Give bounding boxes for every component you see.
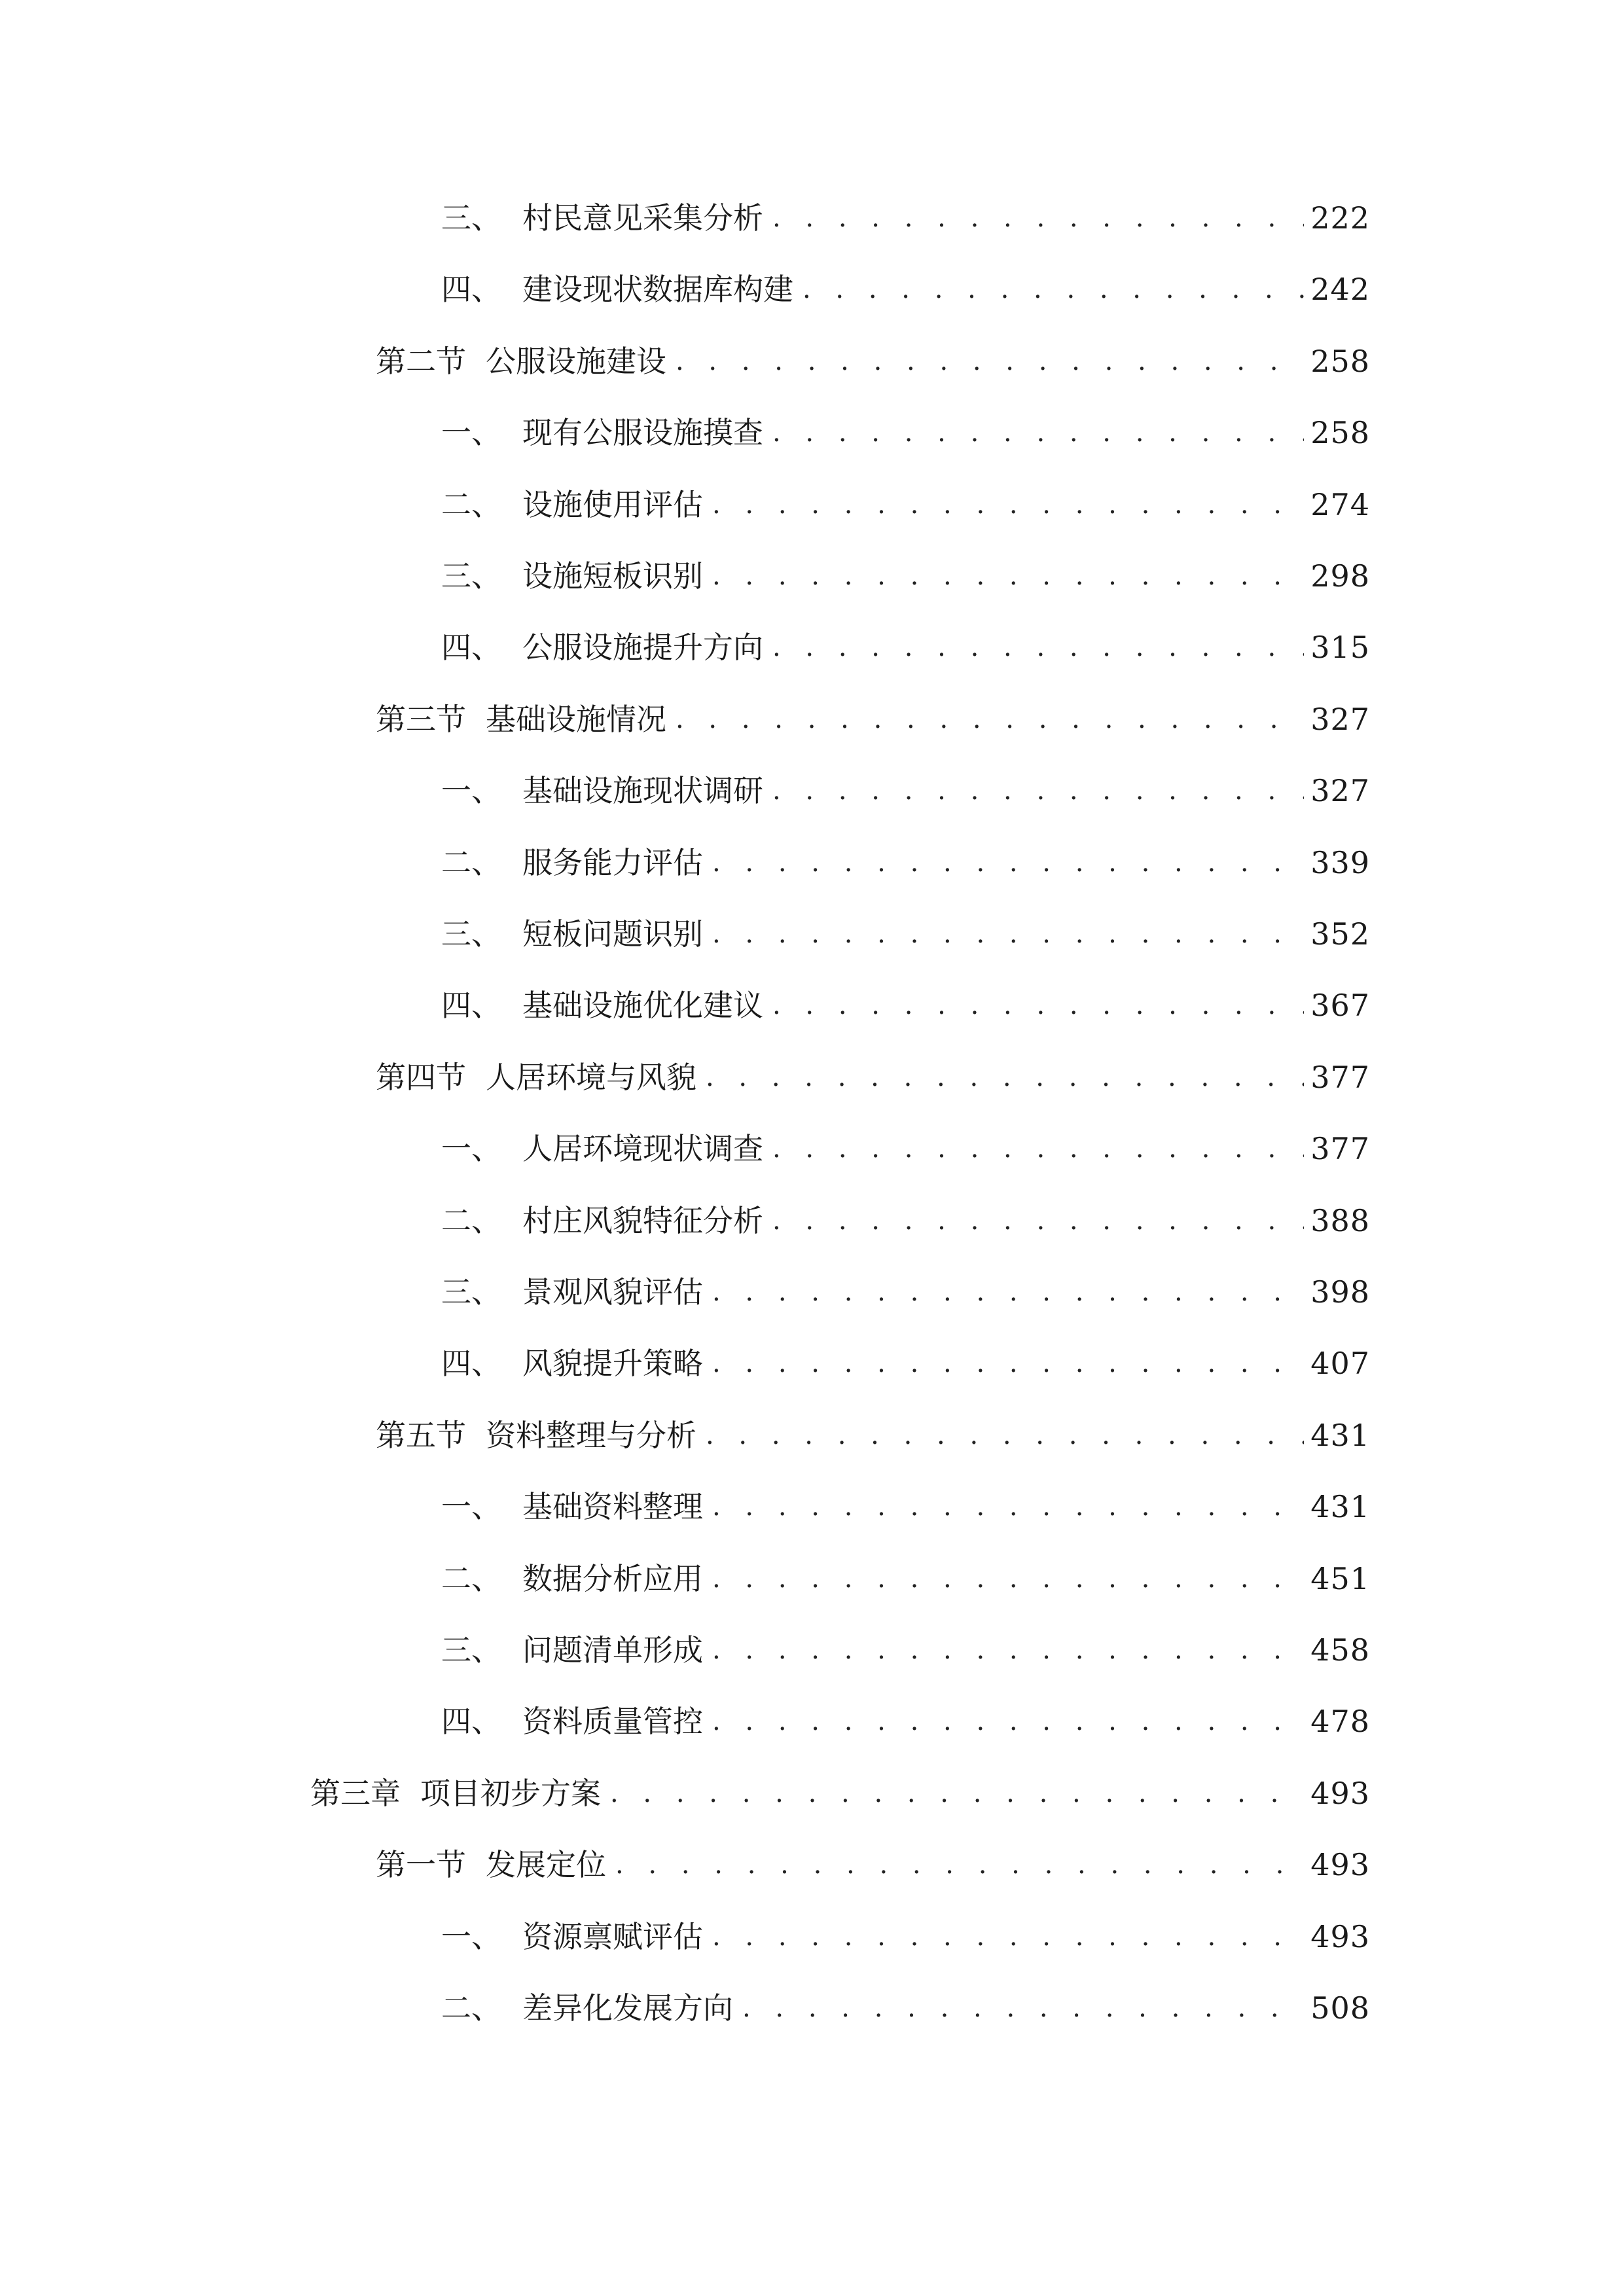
toc-entry-number: 第一节 [376, 1847, 466, 1882]
toc-entry-number: 第四节 [376, 1060, 466, 1095]
toc-page-number: 352 [1310, 916, 1370, 952]
toc-entry[interactable] [441, 1910, 1370, 1963]
toc-entry-number: 三、 [441, 1632, 501, 1668]
toc-entry[interactable] [441, 621, 1370, 673]
toc-dot-leader [772, 406, 1304, 459]
toc-entry-number: 四、 [441, 988, 501, 1023]
toc-page-number: 388 [1310, 1203, 1370, 1238]
toc-page-number: 258 [1310, 344, 1370, 379]
toc-page-number: 458 [1310, 1632, 1370, 1668]
toc-entry-title: 人居环境现状调查 [522, 1131, 763, 1166]
toc-dot-leader [712, 1624, 1304, 1676]
toc-entry-number: 一、 [441, 1131, 501, 1166]
toc-entry-title: 服务能力评估 [522, 845, 703, 880]
toc-page-number: 327 [1310, 773, 1370, 808]
toc-entry-number: 一、 [441, 1489, 501, 1524]
toc-entry[interactable] [376, 335, 1370, 387]
toc-entry-title: 发展定位 [486, 1847, 606, 1882]
toc-page-number: 431 [1310, 1489, 1370, 1524]
toc-entry-number: 第三章 [310, 1776, 401, 1811]
toc-page-number: 242 [1310, 272, 1370, 307]
toc-entry-title: 人居环境与风貌 [486, 1060, 696, 1095]
toc-dot-leader [742, 1982, 1304, 2034]
toc-page-number: 478 [1310, 1704, 1370, 1739]
toc-entry-number: 四、 [441, 1704, 501, 1739]
toc-entry-title: 基础设施优化建议 [522, 988, 763, 1023]
toc-page-number: 298 [1310, 558, 1370, 594]
toc-dot-leader [772, 764, 1304, 817]
toc-entry-number: 三、 [441, 916, 501, 952]
toc-entry-title: 村庄风貌特征分析 [522, 1203, 763, 1238]
toc-entry-title: 公服设施提升方向 [522, 630, 763, 665]
toc-dot-leader [712, 1480, 1304, 1533]
toc-dot-leader [772, 1194, 1304, 1247]
toc-dot-leader [712, 550, 1304, 602]
toc-entry-title: 基础设施现状调研 [522, 773, 763, 808]
toc-entry-number: 一、 [441, 1919, 501, 1954]
toc-entry[interactable] [441, 1337, 1370, 1390]
toc-page-number: 493 [1310, 1847, 1370, 1882]
toc-entry[interactable] [441, 550, 1370, 602]
toc-dot-leader [676, 335, 1304, 387]
toc-entry-title: 资源禀赋评估 [522, 1919, 703, 1954]
toc-entry[interactable] [441, 263, 1370, 315]
toc-dot-leader [803, 263, 1304, 315]
toc-entry[interactable] [441, 979, 1370, 1031]
toc-entry[interactable] [441, 908, 1370, 960]
toc-entry[interactable] [441, 1624, 1370, 1676]
toc-dot-leader [706, 1051, 1304, 1103]
toc-entry[interactable] [376, 1409, 1370, 1462]
toc-page-number: 315 [1310, 630, 1370, 665]
toc-dot-leader [772, 1122, 1304, 1175]
toc-page-number: 327 [1310, 702, 1370, 737]
toc-page-number: 258 [1310, 415, 1370, 450]
toc-entry-title: 建设现状数据库构建 [522, 272, 793, 307]
toc-entry[interactable] [441, 1194, 1370, 1247]
toc-entry[interactable] [441, 1552, 1370, 1605]
toc-entry-number: 一、 [441, 415, 501, 450]
toc-dot-leader [712, 1337, 1304, 1390]
toc-dot-leader [712, 836, 1304, 889]
toc-entry-title: 项目初步方案 [420, 1776, 601, 1811]
toc-dot-leader [712, 1552, 1304, 1605]
toc-entry[interactable] [310, 1767, 1370, 1820]
toc-entry-number: 三、 [441, 1274, 501, 1310]
toc-entry[interactable] [441, 406, 1370, 459]
toc-page-number: 367 [1310, 988, 1370, 1023]
toc-entry[interactable] [376, 1051, 1370, 1103]
toc-page-number: 274 [1310, 487, 1370, 522]
toc-page-number: 451 [1310, 1561, 1370, 1596]
toc-dot-leader [712, 1266, 1304, 1318]
toc-entry-number: 四、 [441, 272, 501, 307]
toc-entry-title: 村民意见采集分析 [522, 200, 763, 236]
toc-entry[interactable] [376, 1839, 1370, 1891]
toc-entry[interactable] [441, 1266, 1370, 1318]
toc-entry-number: 三、 [441, 558, 501, 594]
toc-entry-number: 四、 [441, 1346, 501, 1381]
toc-entry-title: 问题清单形成 [522, 1632, 703, 1668]
toc-entry-title: 公服设施建设 [486, 344, 666, 379]
toc-entry-number: 二、 [441, 487, 501, 522]
toc-page-number: 493 [1310, 1919, 1370, 1954]
toc-entry-number: 二、 [441, 845, 501, 880]
toc-page-number: 222 [1310, 200, 1370, 236]
toc-dot-leader [712, 478, 1304, 531]
toc-entry-number: 第二节 [376, 344, 466, 379]
toc-entry-number: 一、 [441, 773, 501, 808]
toc-entry-number: 三、 [441, 200, 501, 236]
toc-entry-title: 资料整理与分析 [486, 1418, 696, 1453]
toc-entry[interactable] [441, 1480, 1370, 1533]
toc-entry[interactable] [376, 693, 1370, 745]
toc-entry-number: 二、 [441, 1203, 501, 1238]
toc-dot-leader [712, 1910, 1304, 1963]
toc-entry[interactable] [441, 192, 1370, 244]
toc-entry-title: 基础设施情况 [486, 702, 666, 737]
toc-entry-title: 现有公服设施摸查 [522, 415, 763, 450]
toc-entry-title: 景观风貌评估 [522, 1274, 703, 1310]
toc-entry-title: 设施使用评估 [522, 487, 703, 522]
toc-entry-number: 二、 [441, 1990, 501, 2026]
toc-dot-leader [706, 1409, 1304, 1462]
toc-entry-title: 短板问题识别 [522, 916, 703, 952]
toc-page-number: 339 [1310, 845, 1370, 880]
toc-page-number: 377 [1310, 1060, 1370, 1095]
toc-dot-leader [712, 908, 1304, 960]
toc-dot-leader [772, 192, 1304, 244]
toc-entry-number: 四、 [441, 630, 501, 665]
toc-page-number: 431 [1310, 1418, 1370, 1453]
toc-entry-number: 二、 [441, 1561, 501, 1596]
toc-entry-title: 基础资料整理 [522, 1489, 703, 1524]
toc-entry[interactable] [441, 1695, 1370, 1748]
toc-dot-leader [772, 621, 1304, 673]
toc-entry-number: 第五节 [376, 1418, 466, 1453]
toc-dot-leader [610, 1767, 1304, 1820]
toc-dot-leader [772, 979, 1304, 1031]
toc-dot-leader [712, 1695, 1304, 1748]
toc-page-number: 407 [1310, 1346, 1370, 1381]
toc-entry[interactable] [441, 478, 1370, 531]
toc-page-number: 377 [1310, 1131, 1370, 1166]
toc-dot-leader [676, 693, 1304, 745]
toc-page-number: 508 [1310, 1990, 1370, 2026]
toc-entry-title: 风貌提升策略 [522, 1346, 703, 1381]
toc-entry[interactable] [441, 1982, 1370, 2034]
toc-entry-title: 差异化发展方向 [522, 1990, 733, 2026]
toc-dot-leader [615, 1839, 1304, 1891]
toc-entry-number: 第三节 [376, 702, 466, 737]
toc-page-number: 493 [1310, 1776, 1370, 1811]
toc-entry[interactable] [441, 764, 1370, 817]
toc-entry-title: 设施短板识别 [522, 558, 703, 594]
toc-entry[interactable] [441, 836, 1370, 889]
toc-entry-title: 资料质量管控 [522, 1704, 703, 1739]
toc-page-number: 398 [1310, 1274, 1370, 1310]
toc-entry[interactable] [441, 1122, 1370, 1175]
toc-entry-title: 数据分析应用 [522, 1561, 703, 1596]
